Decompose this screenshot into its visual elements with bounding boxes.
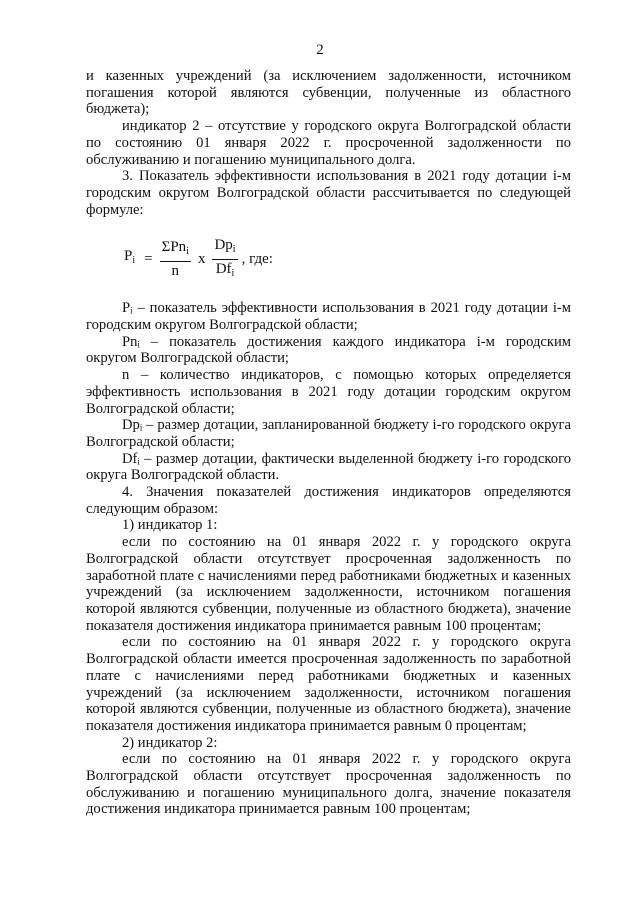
formula-equals: = (144, 250, 153, 267)
paragraph-continuation: и казенных учреждений (за исключением задолженности, источником погашения которой являются субвенции, полученные из областного бюджета); (86, 68, 571, 118)
definition-pn: Pnᵢ – показатель достижения каждого индикатора i-м городским округом Волгоградской области; (86, 333, 571, 367)
formula-lhs: $P_i$ (124, 248, 136, 267)
formula-tail: , где: (241, 250, 273, 267)
subheading-indicator-2: 2) индикатор 2: (122, 734, 218, 751)
page-number: 2 (316, 42, 324, 58)
formula-fraction-2: $\frac{Dp_i}{Df_i}$ (214, 236, 236, 279)
document-body (86, 68, 571, 818)
definition-p: Pᵢ – показатель эффективности использования в 2021 году дотации i-м городским округом Волгоградской области; (86, 300, 571, 334)
definition-n: n – количество индикаторов, с помощью которых определяется эффективность использования в 2021 году дотации городским округом Волгоградской области; (86, 367, 571, 417)
paragraph-indicator-2: индикатор 2 – отсутствие у городского округа Волгоградской области по состоянию 01 января 2022 г. просроченной задолженности по обслуживанию и погашению муниципального долга. (86, 118, 571, 168)
formula-times: x (197, 250, 206, 267)
definition-dp: Dpᵢ – размер дотации, запланированной бюджету i-го городского округа Волгоградской области; (86, 417, 571, 450)
formula-fraction-1: $\frac{\Sigma Pn_i}{n}$ (161, 239, 189, 280)
paragraph-indicator-1-present: если по состоянию на 01 января 2022 г. у городского округа Волгоградской области имеется просроченная задолженность по заработной плате с начислениями перед работниками бюджетных и казенных учреждений (за исключением задолженности, источником погашения которой являются субвенции, полученные из областного бюджета), значение показателя достижения индикатора принимается равным 0 процентам; (86, 634, 571, 734)
paragraph-item-4: 4. Значения показателей достижения индикаторов определяются следующим образом: (86, 484, 571, 517)
formula (86, 218, 571, 300)
paragraph-indicator-2-absent: если по состоянию на 01 января 2022 г. у городского округа Волгоградской области отсутствует просроченная задолженность по обслуживанию и погашению муниципального долга, значение показателя достижения индикатора принимается равным 100 процентам; (86, 751, 571, 818)
paragraph-indicator-1-absent: если по состоянию на 01 января 2022 г. у городского округа Волгоградской области отсутствует просроченная задолженность по заработной плате с начислениями перед работниками бюджетных и казенных учреждений (за исключением задолженности, источником погашения которой являются субвенции, полученные из областного бюджета), значение показателя достижения индикатора принимается равным 100 процентам; (86, 534, 571, 634)
definition-df: Dfᵢ – размер дотации, фактически выделенной бюджету i-го городского округа Волгоградской области. (86, 450, 571, 484)
paragraph-item-3: 3. Показатель эффективности использования в 2021 году дотации i-м городским округом Волгоградской области рассчитывается по следующей формуле: (86, 168, 571, 218)
subheading-indicator-1: 1) индикатор 1: (122, 517, 218, 534)
